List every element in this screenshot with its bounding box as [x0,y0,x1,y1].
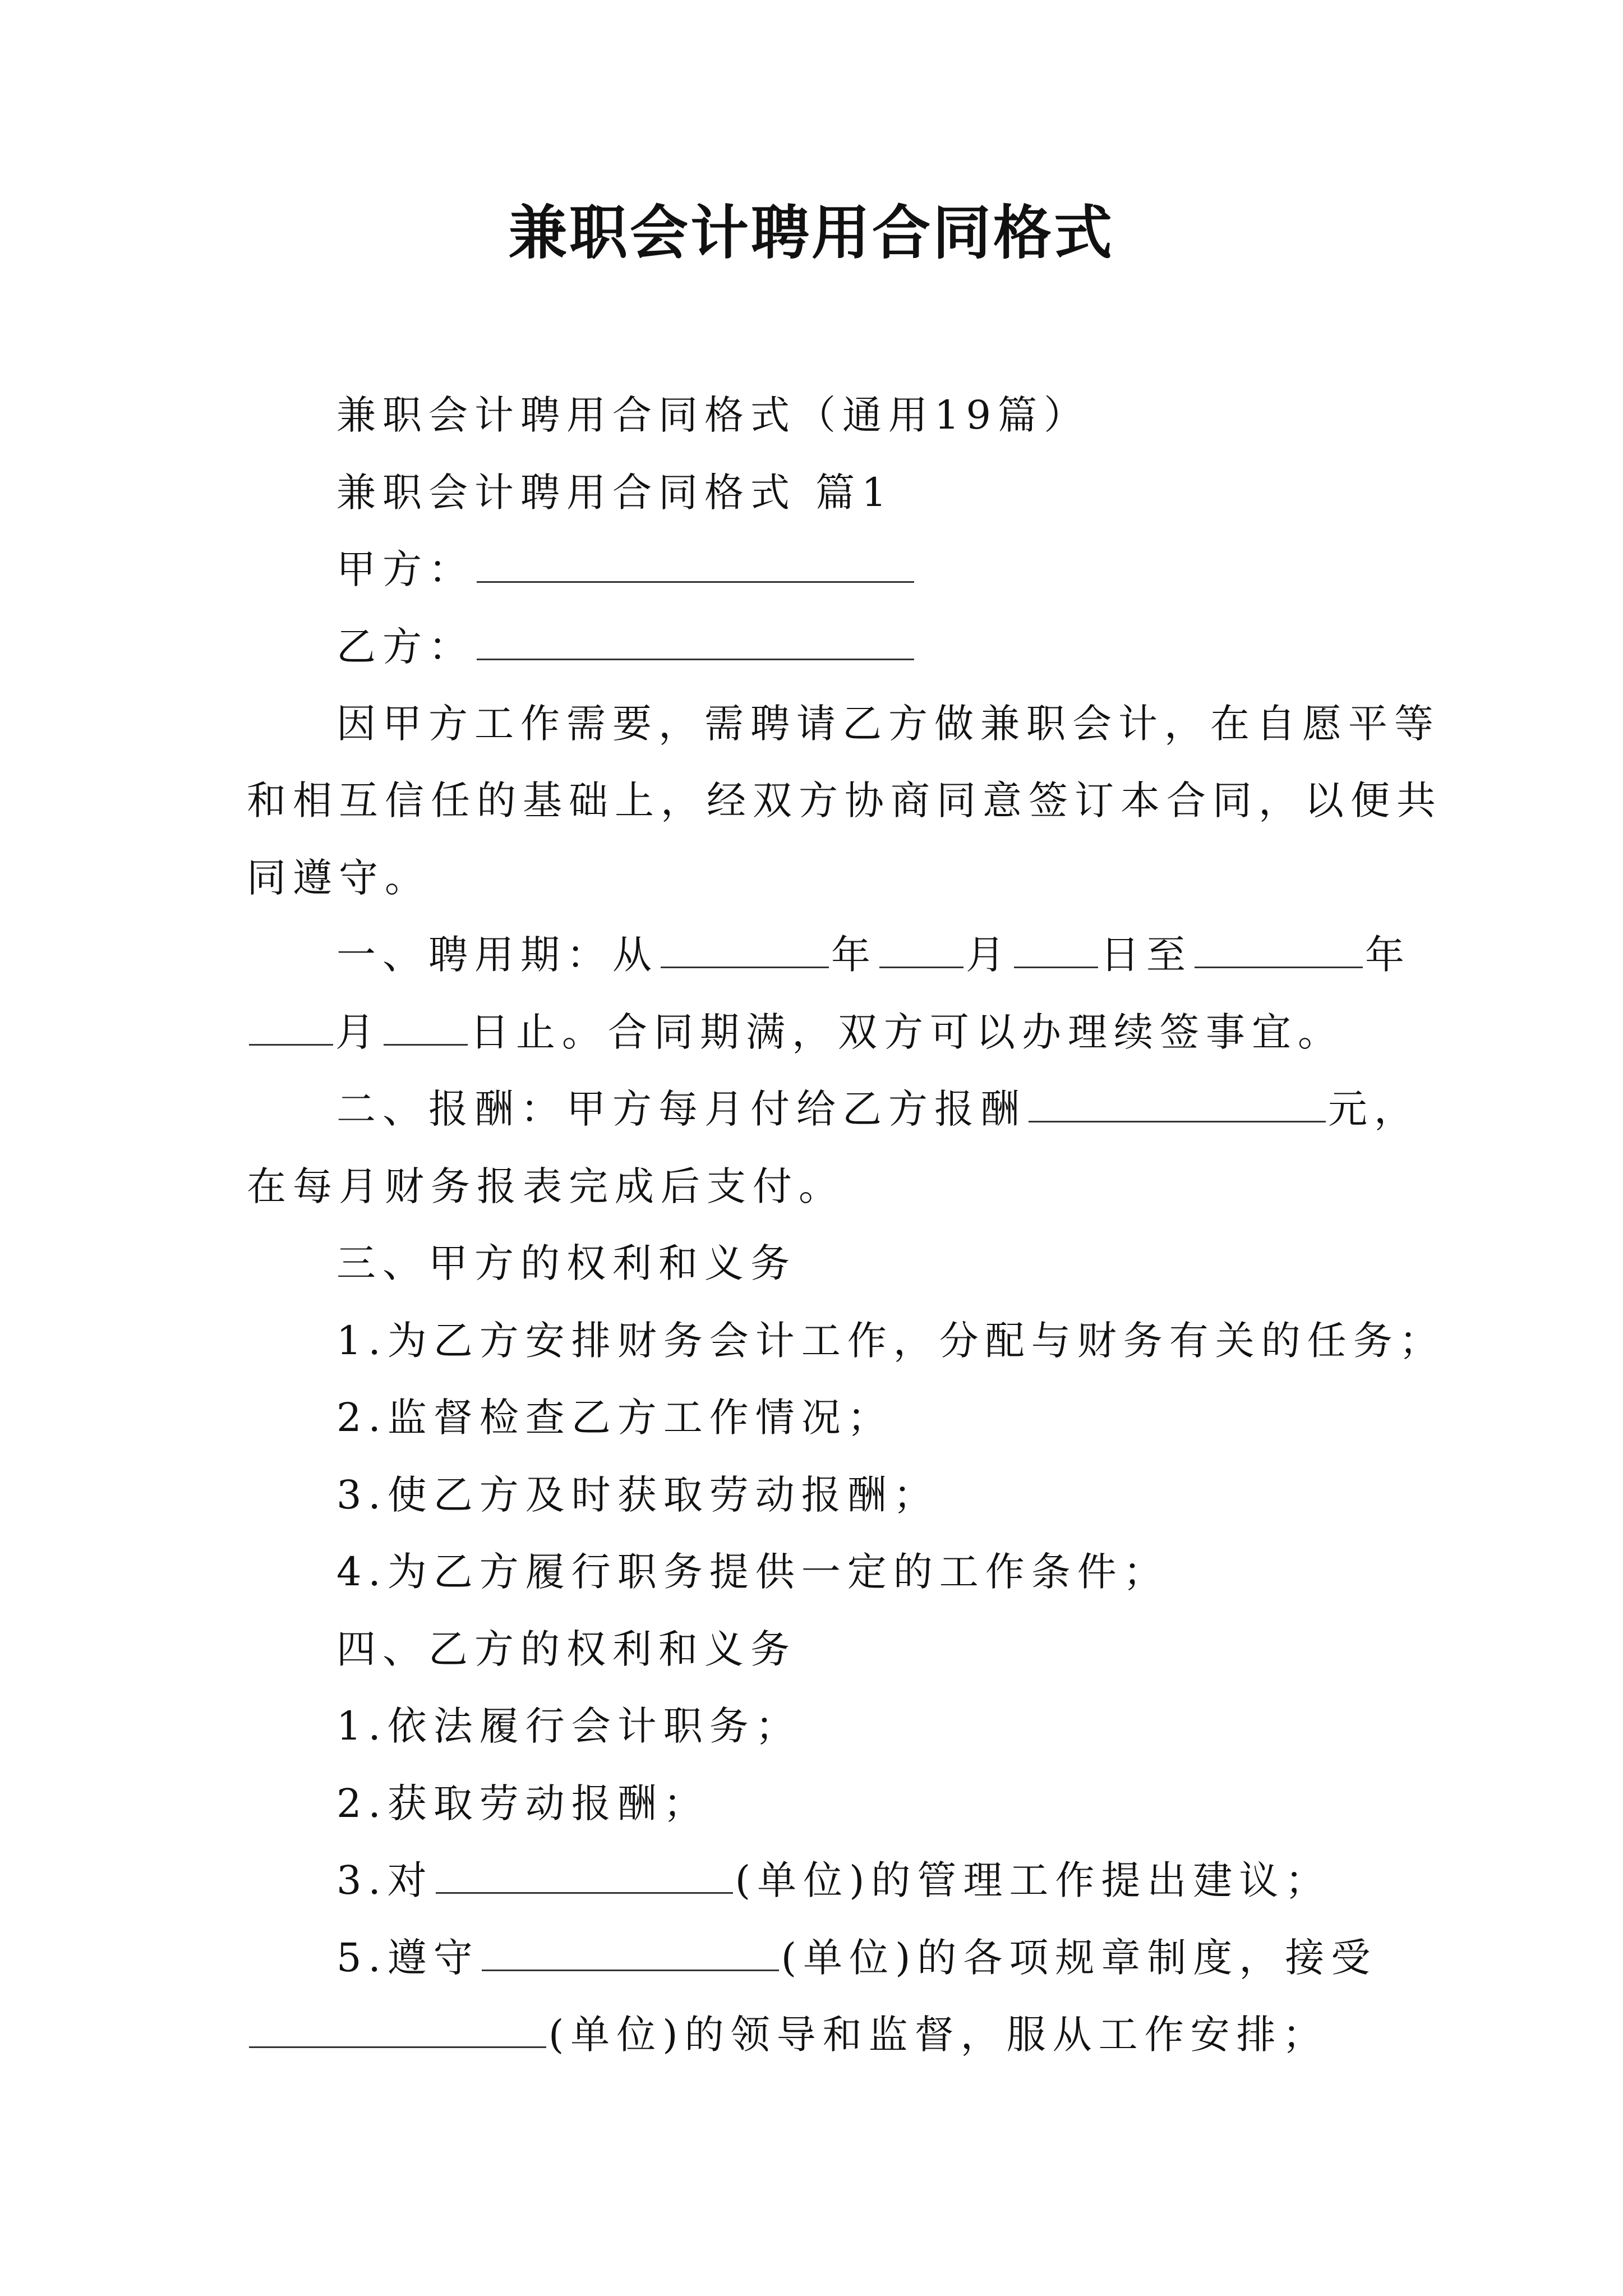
term-year2-label: 年 [1365,932,1411,978]
term-start-day-blank [1014,927,1098,968]
term-start-year-blank [661,927,829,968]
document-subtitle: 兼职会计聘用合同格式（通用19篇） [336,392,1090,438]
item5-unit-blank [482,1930,779,1971]
term-end-year-blank [1195,927,1363,968]
item5-unit-blank-2 [249,2007,546,2048]
term-day-to-label: 日至 [1100,932,1192,978]
pay-amount-blank [1029,1082,1326,1122]
term-year-label: 年 [831,932,877,978]
intro-line-2: 和相互信任的基础上，经双方协商同意签订本合同，以便共 [247,777,1442,823]
section-heading: 兼职会计聘用合同格式 篇1 [336,470,893,516]
party-b-item-2: 2.获取劳动报酬； [336,1780,709,1826]
pay-line-1 [336,1081,1420,1137]
party-b-item-5 [336,1930,1377,1986]
party-a-item-1: 1.为乙方安排财务会计工作，分配与财务有关的任务； [336,1318,1445,1364]
party-a-section-heading: 三、甲方的权利和义务 [336,1240,796,1286]
term-line-2 [247,1004,1344,1060]
term-line-1 [336,927,1411,983]
document-title: 兼职会计聘用合同格式 [508,199,1114,267]
party-a-line [336,541,916,597]
party-b-blank [477,619,914,660]
term-start-month-blank [879,927,963,968]
party-b-item-5-cont [247,2007,1329,2063]
item3-prefix: 3.对 [336,1857,434,1903]
term-end-day-blank [384,1005,468,1046]
party-b-item-3 [336,1852,1331,1908]
pay-prefix: 二、报酬：甲方每月付给乙方报酬 [336,1086,1026,1132]
term-end-month-blank [249,1005,333,1046]
term-month-label: 月 [966,932,1012,978]
party-a-blank [477,542,914,583]
party-a-item-2: 2.监督检查乙方工作情况； [336,1395,893,1441]
party-a-item-3: 3.使乙方及时获取劳动报酬； [336,1472,939,1518]
pay-line-2: 在每月财务报表完成后支付。 [247,1163,845,1209]
party-b-label: 乙方： [336,624,474,670]
party-b-line [336,619,916,675]
party-b-item-1: 1.依法履行会计职务； [336,1703,801,1749]
intro-line-1: 因甲方工作需要，需聘请乙方做兼职会计，在自愿平等 [336,701,1440,747]
term-month2-label: 月 [335,1009,381,1055]
item5-prefix: 5.遵守 [336,1935,479,1981]
term-suffix: 日止。合同期满，双方可以办理续签事宜。 [470,1009,1344,1055]
intro-line-3: 同遵守。 [247,855,431,901]
item5-mid: (单位)的各项规章制度，接受 [781,1935,1377,1981]
item3-suffix: (单位)的管理工作提出建议； [735,1857,1331,1903]
item5-cont: (单位)的领导和监督，服从工作安排； [548,2012,1329,2058]
item3-unit-blank [436,1853,733,1894]
pay-suffix: 元， [1328,1086,1420,1132]
party-b-section-heading: 四、乙方的权利和义务 [336,1626,796,1672]
party-a-label: 甲方： [336,546,474,592]
term-prefix: 一、聘用期：从 [336,932,658,978]
party-a-item-4: 4.为乙方履行职务提供一定的工作条件； [336,1549,1169,1595]
